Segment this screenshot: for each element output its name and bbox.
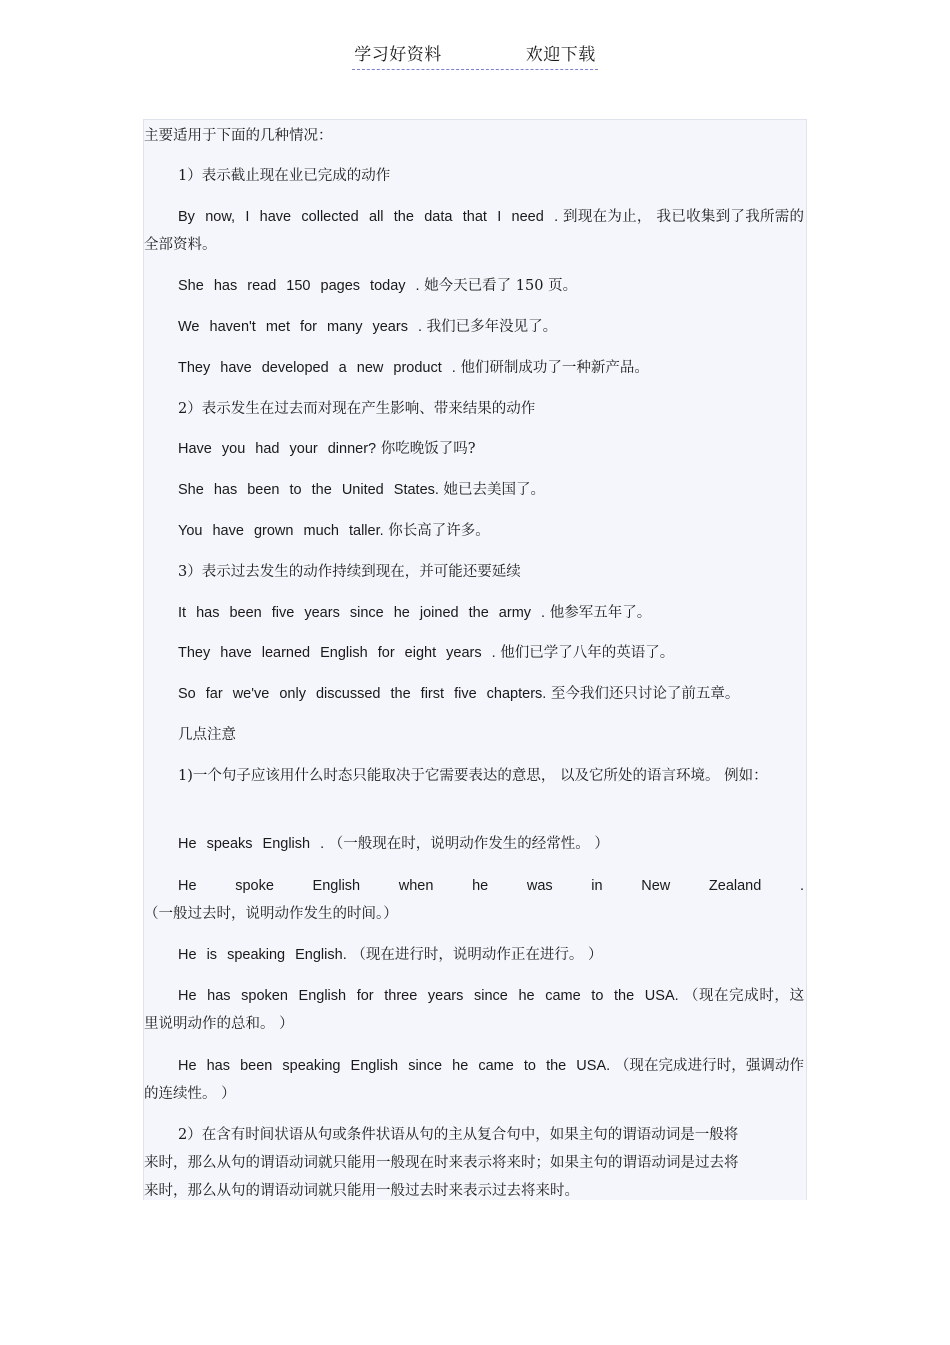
example-sentence: You have grown much taller. 你长高了许多。 [178,523,490,539]
example-sentence: We haven't met for many years . 我们已多年没见了。 [178,319,558,335]
page-header [0,40,950,70]
example-sentence: By now, I have collected all the data that I need . 到现在为止， 我已收集到了我所需的全部资料。 [144,209,805,253]
example-sentence: Have you had your dinner? 你吃晚饭了吗? [178,441,476,457]
section-heading-1: 1）表示截止现在业已完成的动作 [178,168,391,184]
example-sentence: She has read 150 pages today . 她今天已看了 150 页。 [178,278,578,294]
section-heading-3: 3）表示过去发生的动作持续到现在，并可能还要延续 [178,564,521,580]
example-sentence: They have developed a new product . 他们研制成功了一种新产品。 [178,360,649,376]
header-left-text: 学习好资料 [354,45,442,65]
content-box [143,119,807,1200]
example-sentence: He is speaking English. （现在进行时，说明动作正在进行。 ） [178,947,603,963]
note-paragraph-1: 1)一个句子应该用什么时态只能取决于它需要表达的意思， 以及它所处的语言环境。 例如： [178,768,768,784]
section-heading-2: 2）表示发生在过去而对现在产生影响、带来结果的动作 [178,401,536,417]
example-sentence: They have learned English for eight years . 他们已学了八年的英语了。 [178,645,675,661]
example-sentence: She has been to the United States. 她已去美国了。 [178,482,546,498]
header-right-text: 欢迎下载 [525,45,596,65]
note-paragraph-2: 2）在含有时间状语从句或条件状语从句的主从复合句中，如果主句的谓语动词是一般将来时，那么从句的谓语动词就只能用一般现在时来表示将来时；如果主句的谓语动词是过去将来时，那么从句的谓语动词就只能用一般过去时来表示过去将来时。 [144,1127,739,1199]
example-sentence: He has been speaking English since he came to the USA. （现在完成进行时，强调动作的连续性。 ） [144,1058,805,1102]
example-sentence: So far we've only discussed the first five chapters. 至今我们还只讨论了前五章。 [178,686,740,702]
example-sentence: He has spoken English for three years since he came to the USA. （现在完成时，这里说明动作的总和。 ） [144,988,805,1032]
example-sentence: He spoke English when he was in New Zealand . （一般过去时，说明动作发生的时间。） [144,878,804,922]
intro-line: 主要适用于下面的几种情况： [144,128,333,144]
header-banner [352,40,598,70]
example-sentence: It has been five years since he joined the army . 他参军五年了。 [178,605,652,621]
example-sentence: He speaks English . （一般现在时，说明动作发生的经常性。 ） [178,836,609,852]
notes-heading: 几点注意 [178,727,236,743]
